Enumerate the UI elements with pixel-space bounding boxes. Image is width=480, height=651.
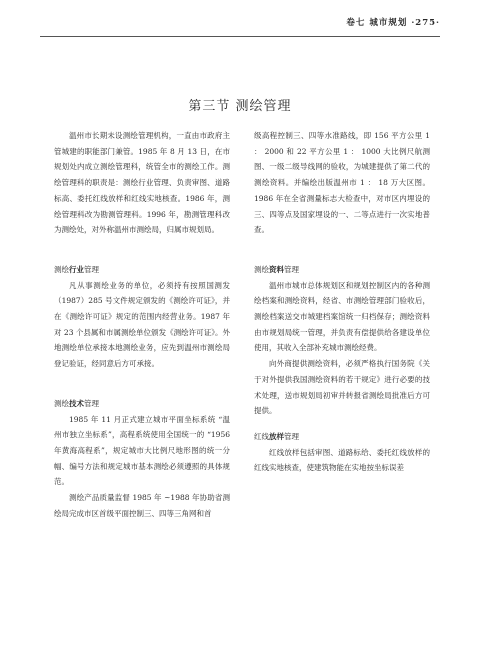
running-header [40,14,440,37]
redline-management-paragraph: 红线放样包括审图、道路标给、委托红线放样的红线实地核查，使建筑物能在实地按坐标误差 [254,447,430,473]
left-column [54,128,230,521]
technical-management-paragraph: 1985 年 11 月正式建立城市平面坐标系统 “温州市独立坐标系”，高程系统使用全国统一的 “1956 年黄海高程系”，规定城市大比例尺地形图的统一分幅、编号方法和规定城市基本测绘必须遵照的具体规范。 [54,414,230,487]
intro-paragraph: 温州市长期未设测绘管理机构，一直由市政府主管城建的职能部门兼管。1985 年 8 月 13 日，在市规划处内成立测绘管理科，统管全市的测绘工作。测绘管理科的职责是：测绘行业管理、负责审图、道路标高、委托红线放样和红线实地核查。1986 年，测绘管理科改为勘测管理科。1996 年，勘测管理科改为测绘处，对外称温州市测绘局，归属市规划局。 [54,131,230,235]
heading-part-bold: 技术 [69,398,84,408]
continued-paragraph: 级高程控制三、四等水准路线，即 156 平方公里 1 ： 2000 和 22 平方公里 1 ： 1000 大比例尺航测图、一级二级导线网的验收，为城建提供了第二代的测绘资料。并编绘出版温州市 1 ： 18 万大区图。1986 年在全省测量标志大检查中，对市区内埋设的三、四等点及国家埋设的一、二等点进行一次实地普查。 [254,131,430,235]
heading-part-bold: 放样 [269,431,284,441]
foreign-provision-paragraph: 向外商提供测绘资料，必须严格执行国务院《关于对外提供我国测绘资料的若干规定》进行必要的技术处理，送市规划局初审并转报省测绘局批准后方可提供。 [254,359,430,416]
heading-part: 测绘 [254,264,269,274]
data-management-paragraph: 温州市城市总体规划区和规划控制区内的各种测绘档案和测绘资料，经省、市测绘管理部门验收后，测绘档案送交市城建档案馆统一归档保存；测绘资料由市规划局统一管理，并负责有偿提供给各建设单位使用，其收入全部补充城市测绘经费。 [254,280,430,353]
right-column [254,128,430,476]
heading-part-bold: 资料 [269,264,284,274]
industry-management-paragraph: 凡从事测绘业务的单位，必须持有按照国测发（1987）285 号文件规定颁发的《测绘许可证》，并在《测绘许可证》规定的范围内经营业务。1987 年对 23 个县属和市属测绘单位颁发《测绘许可证》。外地测绘单位承接本地测绘业务，应先到温州市测绘局登记验证，经同意后方可承接。 [54,280,230,369]
section-title: 第三节 测绘管理 [188,99,292,114]
heading-part: 管理 [284,264,299,274]
data-management-heading [254,262,430,278]
redline-management-heading [254,429,430,445]
heading-part: 测绘 [54,398,69,408]
heading-part: 红线 [254,431,269,441]
heading-part: 测绘 [54,264,69,274]
heading-part: 管理 [84,264,99,274]
technical-management-heading [54,396,230,412]
quality-supervision-paragraph: 测绘产品质量监督 1985 年 ~1988 年协助省测绘局完成市区首级平面控制三、四等三角网和首 [54,493,230,518]
industry-management-heading [54,262,230,278]
heading-part: 管理 [284,431,299,441]
heading-part: 管理 [84,398,99,408]
heading-part-bold: 行业 [69,264,84,274]
running-head-text: 卷七 城市规划 ·275· [346,18,440,28]
